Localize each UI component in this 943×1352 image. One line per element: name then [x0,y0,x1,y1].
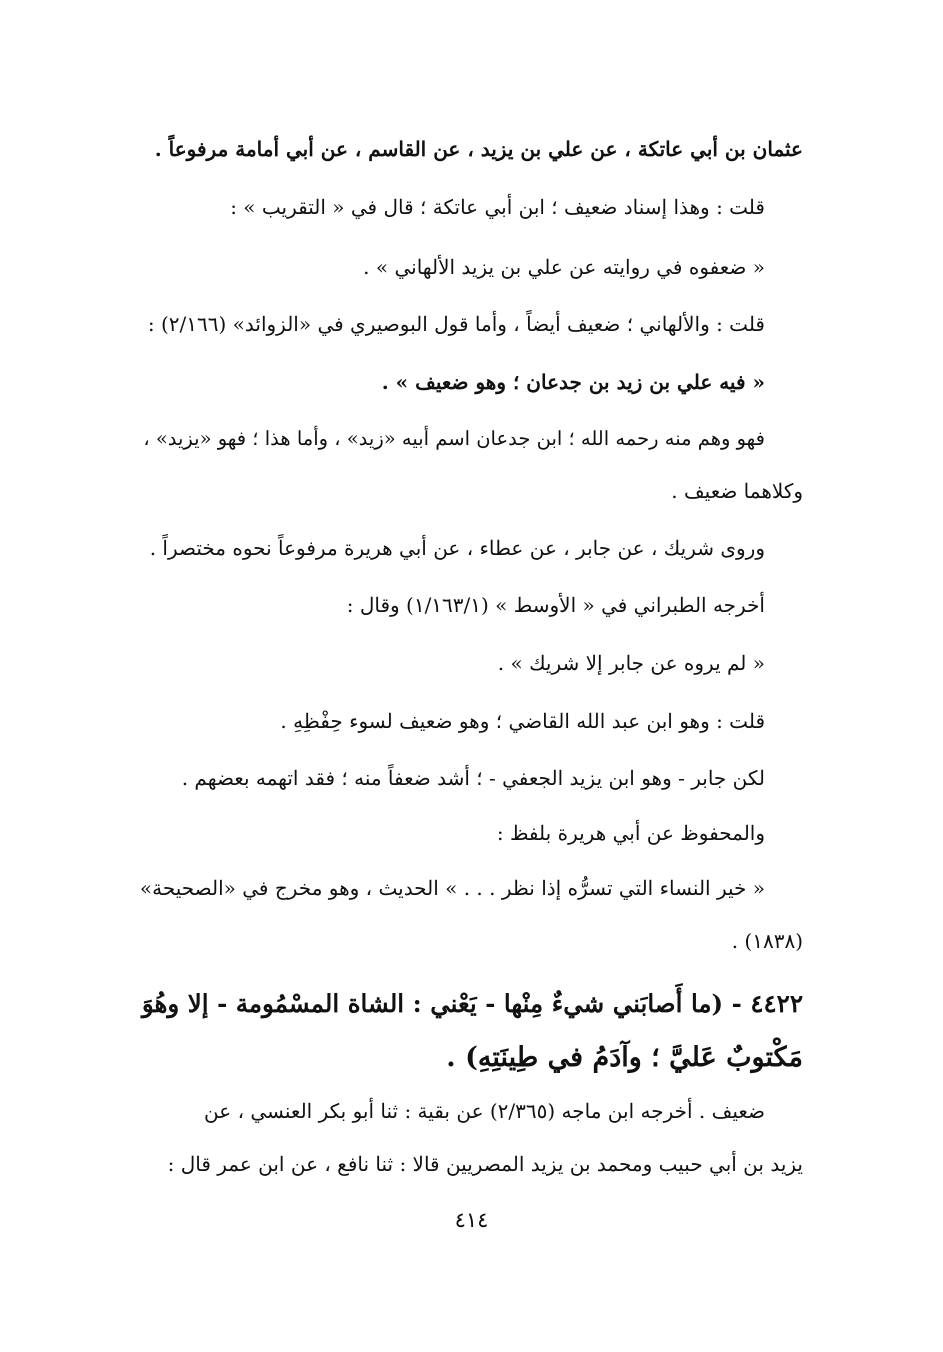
hadith-heading: مَكْتوبٌ عَليَّ ؛ وآدَمُ في طِينَتِهِ) . [446,1042,803,1073]
text-line: أخرجه الطبراني في « الأوسط » (١/١٦٣/١) وقال : [346,593,765,617]
text-line: والمحفوظ عن أبي هريرة بلفظ : [496,821,765,845]
text-line: ضعيف . أخرجه ابن ماجه (٢/٣٦٥) عن بقية : ثنا أبو بكر العنسي ، عن [204,1099,765,1123]
text-line: عثمان بن أبي عاتكة ، عن علي بن يزيد ، عن القاسم ، عن أبي أمامة مرفوعاً . [154,137,803,161]
text-line: فهو وهم منه رحمه الله ؛ ابن جدعان اسم أبيه «زيد» ، وأما هذا ؛ فهو «يزيد» ، [143,427,765,450]
text-line: لكن جابر - وهو ابن يزيد الجعفي - ؛ أشد ضعفاً منه ؛ فقد اتهمه بعضهم . [181,766,765,790]
hadith-heading: ٤٤٢٢ - (ما أَصابَني شيءٌ مِنْها - يَعْني : الشاة المسْمُومة - إلا وهُوَ [141,989,803,1018]
text-line: قلت : والألهاني ؛ ضعيف أيضاً ، وأما قول البوصيري في «الزوائد» (٢/١٦٦) : [147,312,765,336]
text-line: قلت : وهذا إسناد ضعيف ؛ ابن أبي عاتكة ؛ قال في « التقريب » : [230,195,765,219]
quote-line: « ضعفوه في روايته عن علي بن يزيد الألهاني » . [363,255,765,279]
quote-line: « خير النساء التي تسرُّه إذا نظر . . . » الحديث ، وهو مخرج في «الصحيحة» [139,876,765,900]
text-line: (١٨٣٨) . [731,929,803,953]
quote-line: « فيه علي بن زيد بن جدعان ؛ وهو ضعيف » . [381,370,765,394]
page-number: ٤١٤ [454,1208,489,1232]
text-line: وكلاهما ضعيف . [671,479,803,503]
text-line: وروى شريك ، عن جابر ، عن عطاء ، عن أبي هريرة مرفوعاً نحوه مختصراً . [149,536,765,560]
text-line: قلت : وهو ابن عبد الله القاضي ؛ وهو ضعيف لسوء حِفْظِهِ . [280,709,765,733]
text-line: يزيد بن أبي حبيب ومحمد بن يزيد المصريين قالا : ثنا نافع ، عن ابن عمر قال : [167,1152,803,1176]
quote-line: « لم يروه عن جابر إلا شريك » . [497,651,765,675]
